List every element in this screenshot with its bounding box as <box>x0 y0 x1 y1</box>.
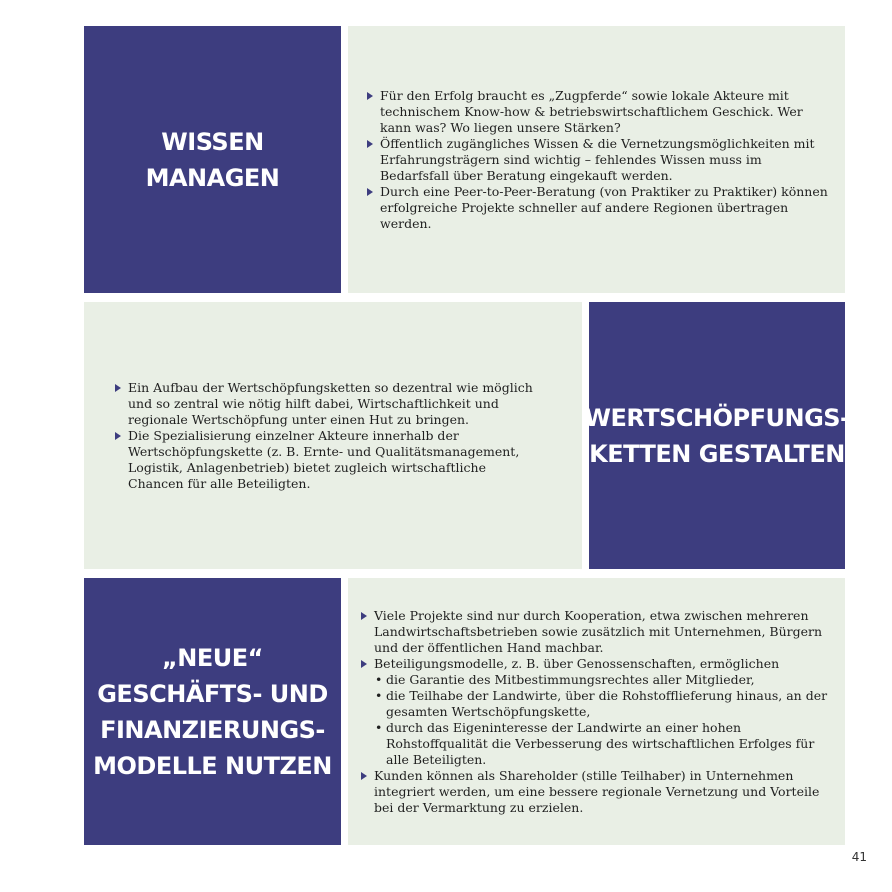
bullet-item: Kunden können als Shareholder (stille Teilhaber) in Unternehmen integriert werden, um eine bessere regionale Vernetzung und Vorteile bei der Vermarktung zu erzielen. <box>360 768 833 816</box>
title-line: MANAGEN <box>145 163 280 192</box>
section-2-bullets <box>114 380 542 492</box>
section-3-bullets <box>360 608 833 816</box>
page-number: 41 <box>851 850 867 864</box>
bullet-item: Für den Erfolg braucht es „Zugpferde“ sowie lokale Akteure mit technischem Know-how & betriebswirtschaftlichem Geschick. Wer kann was? Wo liegen unsere Stärken? <box>366 88 833 136</box>
section-1-title-box <box>84 26 341 293</box>
title-line: GESCHÄFTS- UND <box>97 679 328 708</box>
title-line: KETTEN GESTALTEN <box>589 439 845 468</box>
section-3-text-box <box>348 578 845 845</box>
sub-bullet-item: • die Teilhabe der Landwirte, über die Rohstofflieferung hinaus, an der gesamten Wertschöpfungskette, <box>374 688 833 720</box>
bullet-item: Öffentlich zugängliches Wissen & die Vernetzungsmöglichkeiten mit Erfahrungsträgern sind wichtig – fehlendes Wissen muss im Bedarfsfall über Beratung eingekauft werden. <box>366 136 833 184</box>
sub-bullet-item: • durch das Eigeninteresse der Landwirte an einer hohen Rohstoffqualität die Verbesserung des wirtschaftlichen Erfolges für alle Beteiligten. <box>374 720 833 768</box>
bullet-item: Die Spezialisierung einzelner Akteure innerhalb der Wertschöpfungskette (z. B. Ernte- und Qualitätsmanagement, Logistik, Anlagenbetrieb) bietet zugleich wirtschaftliche Chancen für alle Beteiligten. <box>114 428 542 492</box>
title-line: WISSEN <box>161 127 264 156</box>
section-3-title-box <box>84 578 341 845</box>
section-3-title <box>93 640 332 784</box>
section-2-text-box <box>84 302 582 569</box>
bullet-item: Viele Projekte sind nur durch Kooperation, etwa zwischen mehreren Landwirtschaftsbetrieben sowie zusätzlich mit Unternehmen, Bürgern und der öffentlichen Hand machbar. <box>360 608 833 656</box>
section-2-title <box>584 400 849 472</box>
bullet-text: Beteiligungsmodelle, z. B. über Genossenschaften, ermöglichen <box>374 655 780 671</box>
section-2-title-box <box>584 302 850 569</box>
title-line: „NEUE“ <box>162 643 263 672</box>
title-line: FINANZIERUNGS- <box>100 715 325 744</box>
sub-bullets <box>374 672 833 768</box>
sub-bullet-item: • die Garantie des Mitbestimmungsrechtes aller Mitglieder, <box>374 672 833 688</box>
section-1-bullets <box>366 88 833 232</box>
title-line: MODELLE NUTZEN <box>93 751 332 780</box>
title-line: WERTSCHÖPFUNGS- <box>584 403 850 432</box>
section-1-title <box>146 124 280 196</box>
bullet-item: Ein Aufbau der Wertschöpfungsketten so dezentral wie möglich und so zentral wie nötig hilft dabei, Wirtschaftlichkeit und regionale Wertschöpfung unter einen Hut zu bringen. <box>114 380 542 428</box>
section-1-text-box <box>348 26 845 293</box>
bullet-item <box>360 656 833 768</box>
bullet-item: Durch eine Peer-to-Peer-Beratung (von Praktiker zu Praktiker) können erfolgreiche Projekte schneller auf andere Regionen übertragen werden. <box>366 184 833 232</box>
